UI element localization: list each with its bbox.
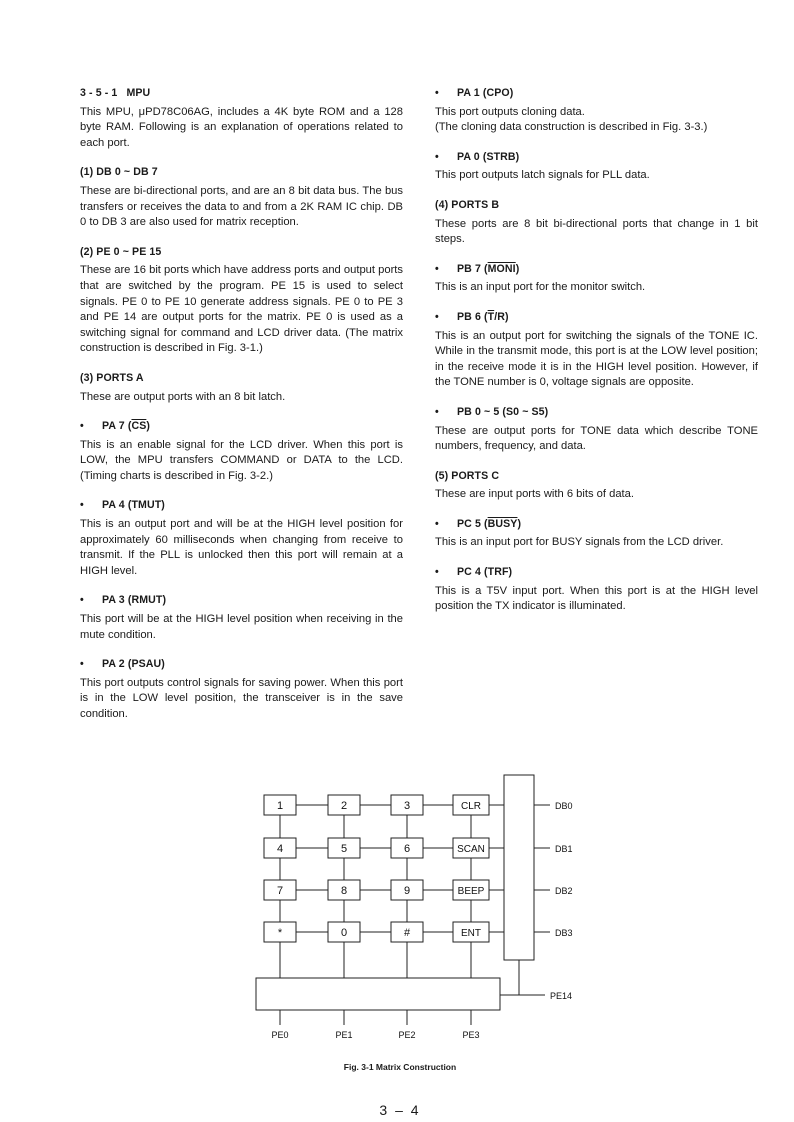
pa1-text-note: (The cloning data construction is described in Fig. 3-3.) (435, 121, 708, 134)
pc5-text: This is an input port for BUSY signals from the LCD driver. (435, 536, 724, 549)
pa7-heading: • PA 7 $(\overline{CS})$ (80, 419, 403, 435)
bullet-icon: • (435, 517, 439, 530)
bullet-icon: • (435, 150, 439, 163)
section-ports-b (435, 198, 758, 248)
section-ports-c (435, 469, 758, 503)
pc5-heading: • PC 5 (BUSY) (435, 517, 758, 533)
pe-label: PE3 (462, 1030, 480, 1040)
db-heading: (1) DB 0 ~ DB 7 (80, 166, 158, 179)
pe-driver-box (256, 978, 500, 1010)
section-pc4 (435, 565, 758, 615)
key-label: 0 (340, 927, 348, 939)
bullet-icon: • (435, 405, 439, 418)
section-pa0 (435, 150, 758, 184)
pb7-heading: • PB 7 (MONI) (435, 262, 758, 278)
db-label: DB3 (555, 928, 573, 938)
section-number: 3 - 5 - 1 (80, 87, 118, 99)
section-pa4 (80, 498, 403, 579)
pa3-text: This port will be at the HIGH level position when receiving in the mute condition. (80, 613, 403, 641)
section-ports-a (80, 371, 403, 405)
db-label: DB0 (555, 801, 573, 811)
key-label: 8 (340, 885, 348, 897)
pc4-text: This is a T5V input port. When this port is at the HIGH level position the TX indicator is illuminated. (435, 584, 758, 613)
pa2-heading: • PA 2 (PSAU) (80, 657, 403, 673)
section-pa2 (80, 657, 403, 722)
key-label: 7 (276, 885, 284, 897)
pb0-5-heading: • PB 0 ~ 5 (S0 ~ S5) (435, 405, 758, 421)
pa4-heading: • PA 4 (TMUT) (80, 498, 403, 514)
pa1-text: This port outputs cloning data. (435, 105, 585, 118)
pa3-heading: • PA 3 (RMUT) (80, 593, 403, 609)
ports-b-heading: (4) PORTS B (435, 198, 500, 211)
ports-c-text: These are input ports with 6 bits of data. (435, 488, 634, 501)
ports-a-text: These are output ports with an 8 bit latch. (80, 390, 286, 403)
key-label: 5 (340, 843, 348, 855)
pb6-text: This is an output port for switching the signals of the TONE IC. While in the transmit mode, this port is at the LOW level position; in the receive mode it is in the HIGH level position. However, if the TONE number is 0, voltage signals are opposite. (435, 329, 758, 389)
section-mpu (80, 86, 403, 151)
pa7-text: This is an enable signal for the LCD driver. When this port is LOW, the MPU transfers COMMAND or DATA to the LCD. (Timing charts is described in Fig. 3-2.) (80, 438, 403, 482)
key-label: 1 (276, 800, 284, 812)
pa2-text: This port outputs control signals for saving power. When this port is in the LOW level position, the transceiver is in the save condition. (80, 676, 403, 720)
ports-a-heading: (3) PORTS A (80, 371, 144, 384)
bullet-icon: • (80, 420, 84, 433)
pc4-heading: • PC 4 (TRF) (435, 565, 758, 581)
pe14-label: PE14 (550, 991, 573, 1001)
matrix-figure (240, 770, 600, 1050)
ports-c-heading: (5) PORTS C (435, 469, 500, 482)
section-pe (80, 245, 403, 357)
pe-heading: (2) PE 0 ~ PE 15 (80, 245, 162, 258)
left-column (80, 86, 403, 737)
pb0-5-text: These are output ports for TONE data which describe TONE numbers, frequency, and data. (435, 424, 758, 453)
key-label: ENT (461, 928, 481, 939)
db-label: DB1 (555, 844, 573, 854)
pb7-text: This is an input port for the monitor switch. (435, 281, 646, 294)
bullet-icon: • (435, 310, 439, 323)
section-pb0-5 (435, 405, 758, 455)
bullet-icon: • (80, 658, 84, 671)
right-column (435, 86, 758, 629)
pa4-text: This is an output port and will be at the HIGH level position for approximately 60 milliseconds when changing from receive to transmit. If the PLL is unlocked then this port will remain at a HIGH level. (80, 518, 403, 577)
mpu-intro-text: This MPU, μPD78C06AG, includes a 4K byte ROM and a 128 byte RAM. Following is an explanation of operations related to each port. (80, 105, 403, 149)
bullet-icon: • (80, 594, 84, 607)
db-text: These are bi-directional ports, and are an 8 bit data bus. The bus transfers or receives the data to and from a 2K RAM IC chip. DB 0 to DB 3 are also used for matrix reception. (80, 184, 403, 229)
key-label: 2 (340, 800, 348, 812)
section-pa3 (80, 593, 403, 643)
key-label: 6 (403, 843, 411, 855)
key-label: 4 (276, 843, 284, 855)
section-title: MPU (126, 87, 151, 99)
db-bus-box (504, 775, 534, 960)
matrix-diagram (240, 770, 600, 1050)
pa0-heading: • PA 0 (STRB) (435, 150, 758, 166)
section-pc5 (435, 517, 758, 551)
bullet-icon: • (435, 566, 439, 579)
pe-label: PE2 (398, 1030, 416, 1040)
bullet-icon: • (435, 262, 439, 275)
key-label: 3 (403, 800, 411, 812)
figure-caption: Fig. 3-1 Matrix Construction (343, 1062, 457, 1072)
pe-label: PE0 (271, 1030, 289, 1040)
section-db (80, 165, 403, 230)
section-pa1 (435, 86, 758, 136)
ports-b-text: These ports are 8 bit bi-directional ports that change in 1 bit steps. (435, 217, 758, 246)
pa1-heading: • PA 1 (CPO) (435, 86, 758, 102)
key-label: 9 (403, 885, 411, 897)
key-label: * (277, 927, 283, 939)
key-label: BEEP (457, 886, 485, 897)
page-number: 3 – 4 (379, 1102, 421, 1118)
key-label: # (403, 927, 411, 939)
section-pb6 (435, 310, 758, 391)
bullet-icon: • (80, 499, 84, 512)
pa0-text: This port outputs latch signals for PLL data. (435, 169, 650, 182)
db-label: DB2 (555, 886, 573, 896)
pb6-heading: • PB 6 $(\overline{T}/R)$ (435, 310, 758, 326)
bullet-icon: • (435, 87, 439, 99)
section-pa7 (80, 419, 403, 484)
pe-label: PE1 (335, 1030, 353, 1040)
pe-text: These are 16 bit ports which have address ports and output ports that are switched by the program. PE 15 is used to select signals. PE 0 to PE 10 generate address signals. PE 0 to PE 3 and PE 14 are output ports for the matrix. PE 0 is used as a switching signal for command and LCD driver data. (The matrix construction is described in Fig. 3-1.) (80, 264, 403, 355)
key-label: SCAN (457, 844, 485, 855)
section-pb7 (435, 262, 758, 296)
key-label: CLR (460, 801, 482, 812)
